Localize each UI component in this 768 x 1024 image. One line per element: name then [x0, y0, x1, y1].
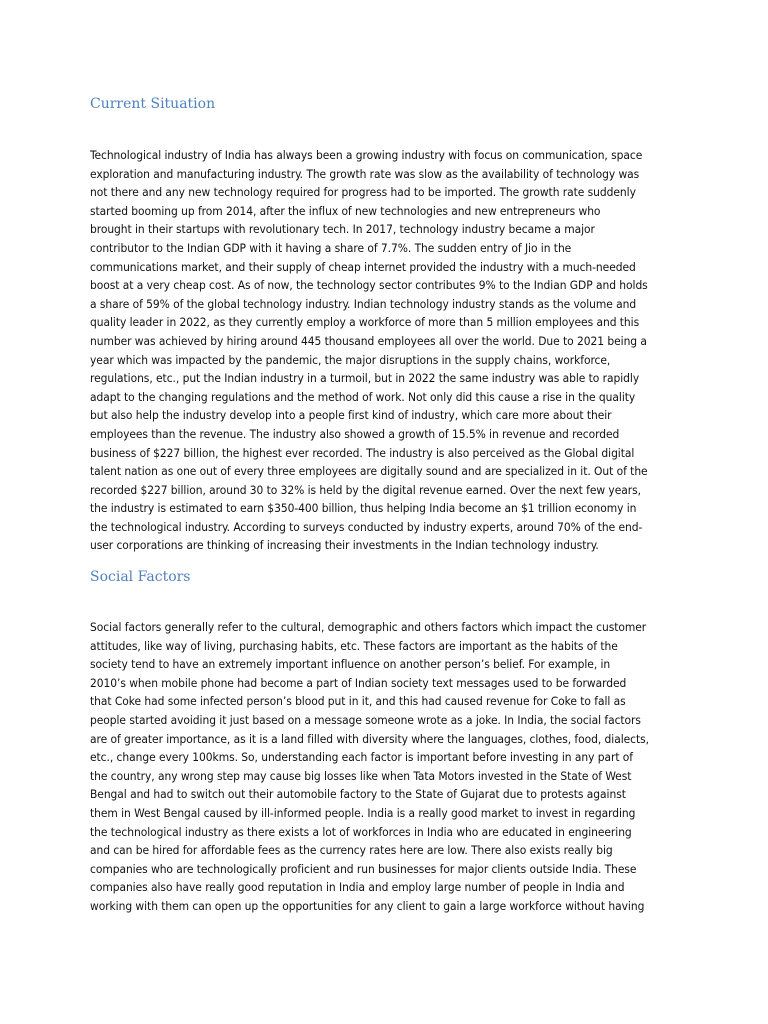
text-line: and can be hired for affordable fees as the currency rates here are low. There also exists really big	[90, 843, 613, 858]
section-heading-social-factors: Social Factors	[90, 569, 191, 585]
text-line: regulations, etc., put the Indian industry in a turmoil, but in 2022 the same industry was able to rapidly	[90, 371, 640, 386]
text-line: year which was impacted by the pandemic, the major disruptions in the supply chains, workforce,	[90, 352, 611, 367]
text-line: quality leader in 2022, as they currently employ a workforce of more than 5 million employees and this	[90, 315, 640, 330]
text-line: adapt to the changing regulations and the method of work. Not only did this cause a rise in the quality	[90, 389, 636, 404]
text-line: companies who are technologically proficient and run businesses for major clients outside India. These	[90, 861, 637, 876]
paragraph-current-situation	[90, 146, 680, 555]
text-line: number was achieved by hiring around 445 thousand employees all over the world. Due to 2021 being a	[90, 333, 647, 348]
text-line: etc., change every 100kms. So, understanding each factor is important before investing in any part of	[90, 750, 634, 765]
text-line: people started avoiding it just based on a message someone wrote as a joke. In India, the social factors	[90, 712, 641, 727]
text-line: a share of 59% of the global technology industry. Indian technology industry stands as the volume and	[90, 296, 637, 311]
text-line: talent nation as one out of every three employees are digitally sound and are specialized in it. Out of the	[90, 464, 648, 479]
text-line: boost at a very cheap cost. As of now, the technology sector contributes 9% to the Indian GDP and holds	[90, 278, 648, 293]
paragraph-social-factors	[90, 618, 680, 916]
text-line: are of greater importance, as it is a land filled with diversity where the languages, clothes, food, dialects,	[90, 731, 650, 746]
text-line: started booming up from 2014, after the influx of new technologies and new entrepreneurs who	[90, 203, 601, 218]
text-line: the technological industry. According to surveys conducted by industry experts, around 70% of the end-	[90, 519, 643, 534]
text-line: the technological industry as there exists a lot of workforces in India who are educated in engineering	[90, 824, 632, 839]
text-line: Bengal and had to switch out their automobile factory to the State of Gujarat due to protests against	[90, 787, 626, 802]
text-line: the industry is estimated to earn $350-400 billion, thus helping India become an $1 trillion economy in	[90, 501, 637, 516]
text-line: but also help the industry develop into a people first kind of industry, which care more about their	[90, 408, 612, 423]
text-line: user corporations are thinking of increasing their investments in the Indian technology industry.	[90, 538, 599, 553]
text-line: contributor to the Indian GDP with it having a share of 7.7%. The sudden entry of Jio in the	[90, 240, 572, 255]
text-line: working with them can open up the opportunities for any client to gain a large workforce without having	[90, 898, 645, 913]
text-line: not there and any new technology required for progress had to be imported. The growth rate suddenly	[90, 185, 636, 200]
text-line: companies also have really good reputation in India and employ large number of people in India and	[90, 880, 625, 895]
text-line: Social factors generally refer to the cultural, demographic and others factors which impact the customer	[90, 620, 647, 634]
text-line: them in West Bengal caused by ill-informed people. India is a really good market to invest in regarding	[90, 805, 636, 820]
text-line: 2010’s when mobile phone had become a part of Indian society text messages used to be forwarded	[90, 675, 627, 690]
section-heading-current-situation: Current Situation	[90, 96, 216, 112]
text-line: recorded $227 billion, around 30 to 32% is held by the digital revenue earned. Over the next few years,	[90, 482, 641, 497]
text-line: that Coke had some infected person’s blood put in it, and this had caused revenue for Coke to fall as	[90, 694, 626, 709]
text-line: communications market, and their supply of cheap internet provided the industry with a much-needed	[90, 259, 636, 274]
text-line: Technological industry of India has always been a growing industry with focus on communication, space	[90, 148, 643, 162]
text-line: brought in their startups with revolutionary tech. In 2017, technology industry became a major	[90, 222, 595, 237]
text-line: society tend to have an extremely important influence on another person’s belief. For example, in	[90, 657, 611, 672]
text-line: attitudes, like way of living, purchasing habits, etc. These factors are important as the habits of the	[90, 638, 618, 653]
text-line: employees than the revenue. The industry also showed a growth of 15.5% in revenue and recorded	[90, 426, 620, 441]
text-line: the country, any wrong step may cause big losses like when Tata Motors invested in the State of West	[90, 768, 632, 783]
text-line: exploration and manufacturing industry. The growth rate was slow as the availability of technology was	[90, 166, 640, 181]
text-line: business of $227 billion, the highest ever recorded. The industry is also perceived as the Global digital	[90, 445, 635, 460]
